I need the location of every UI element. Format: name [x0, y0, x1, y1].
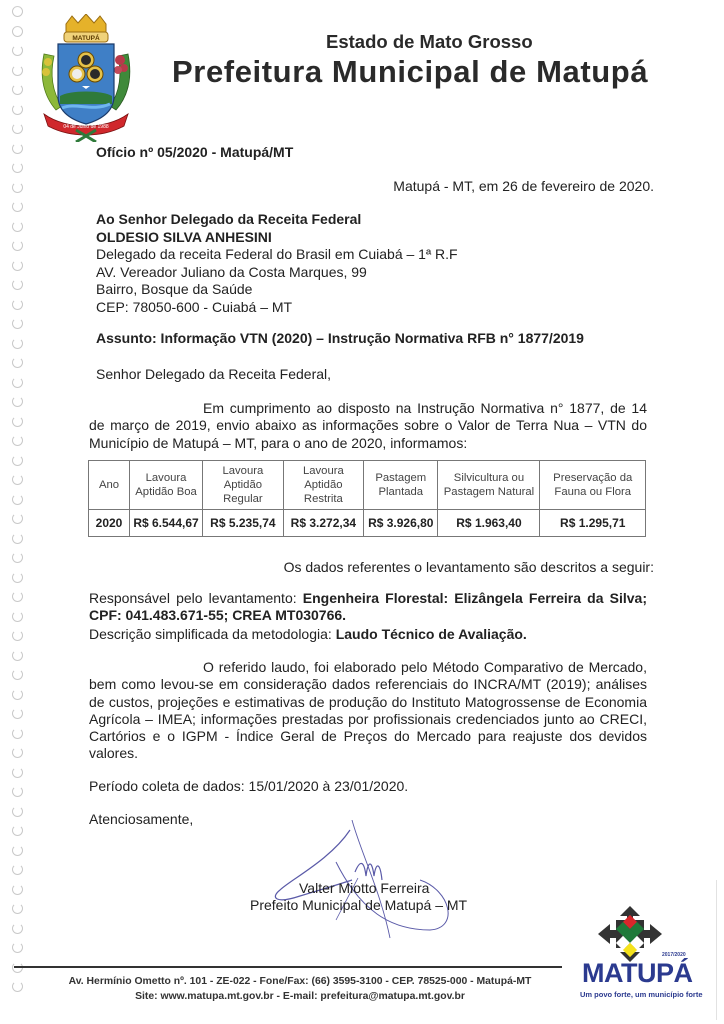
binder-hole	[12, 162, 23, 173]
closing: Atenciosamente,	[89, 811, 194, 827]
binder-hole	[12, 747, 23, 758]
vtn-cell-pastagem-plantada: R$ 3.926,80	[364, 510, 438, 537]
vtn-cell-ano: 2020	[89, 510, 130, 537]
binder-hole	[12, 123, 23, 134]
binder-hole	[12, 396, 23, 407]
method-paragraph-text: O referido laudo, foi elaborado pelo Método Comparativo de Mercado, bem como levou-se em consideração dados referenciais do INCRA/MT (2019); análises de custos, projeções e estimativas de produção do Instituto Matogrossense de Economia Agrícola – IMEA; informações prestadas por profissionais credenciados junto ao CRECI, Cartórios e o IGPM - Índice Geral de Preços do Mercado para reajuste dos devidos valores.	[89, 659, 647, 762]
recipient-cep: CEP: 78050-600 - Cuiabá – MT	[96, 298, 293, 315]
vtn-table-header-row	[89, 461, 646, 510]
binder-hole	[12, 845, 23, 856]
page-title: Prefeitura Municipal de Matupá	[172, 54, 649, 89]
vtn-header-pastagem-plantada: Pastagem Plantada	[364, 461, 438, 510]
binder-holes	[4, 0, 30, 1024]
footer-divider	[14, 966, 562, 968]
responsible-label: Responsável pelo levantamento:	[89, 590, 303, 606]
crest-ribbon-text: 04 de Julho de 1988	[63, 124, 109, 130]
binder-hole	[12, 240, 23, 251]
binder-hole	[12, 6, 23, 17]
binder-hole	[12, 338, 23, 349]
binder-hole	[12, 825, 23, 836]
vtn-cell-preservacao: R$ 1.295,71	[540, 510, 646, 537]
responsible-line	[89, 590, 647, 623]
binder-hole	[12, 864, 23, 875]
vtn-table	[88, 460, 646, 537]
binder-hole	[12, 474, 23, 485]
methodology-line	[89, 626, 527, 642]
recipient-street: AV. Vereador Juliano da Costa Marques, 99	[96, 263, 367, 280]
coat-of-arms-icon	[36, 14, 136, 142]
binder-hole	[12, 377, 23, 388]
brand-years: 2017/2020	[662, 952, 686, 958]
binder-hole	[12, 299, 23, 310]
binder-hole	[12, 279, 23, 290]
oficio-number: Ofício nº 05/2020 - Matupá/MT	[96, 144, 294, 160]
vtn-cell-lavoura-regular: R$ 5.235,74	[203, 510, 284, 537]
place-date: Matupá - MT, em 26 de fevereiro de 2020.	[393, 178, 654, 194]
data-intro: Os dados referentes o levantamento são descritos a seguir:	[283, 559, 654, 575]
binder-hole	[12, 591, 23, 602]
binder-hole	[12, 903, 23, 914]
binder-hole	[12, 669, 23, 680]
vtn-header-lavoura-boa: Lavoura Aptidão Boa	[130, 461, 203, 510]
recipient-block	[96, 211, 458, 316]
vtn-header-lavoura-regular: Lavoura Aptidão Regular	[203, 461, 284, 510]
binder-hole	[12, 435, 23, 446]
subject-line: Assunto: Informação VTN (2020) – Instrução Normativa RFB n° 1877/2019	[96, 330, 584, 346]
methodology-value: Laudo Técnico de Avaliação.	[335, 626, 527, 642]
recipient-name: OLDESIO SILVA ANHESINI	[96, 228, 272, 245]
binder-hole	[12, 45, 23, 56]
binder-hole	[12, 942, 23, 953]
binder-hole	[12, 650, 23, 661]
binder-hole	[12, 884, 23, 895]
vtn-cell-silvicultura: R$ 1.963,40	[438, 510, 540, 537]
binder-hole	[12, 806, 23, 817]
binder-hole	[12, 728, 23, 739]
binder-hole	[12, 689, 23, 700]
binder-hole	[12, 143, 23, 154]
binder-hole	[12, 201, 23, 212]
vtn-header-ano: Ano	[89, 461, 130, 510]
binder-hole	[12, 708, 23, 719]
binder-hole	[12, 455, 23, 466]
crest-crown-label: MATUPÁ	[72, 35, 100, 42]
binder-hole	[12, 357, 23, 368]
binder-hole	[12, 84, 23, 95]
salutation: Senhor Delegado da Receita Federal,	[96, 366, 332, 382]
binder-hole	[12, 611, 23, 622]
footer-contact: Site: www.matupa.mt.gov.br - E-mail: prefeitura@matupa.mt.gov.br	[135, 991, 465, 1002]
binder-hole	[12, 104, 23, 115]
binder-hole	[12, 26, 23, 37]
binder-hole	[12, 221, 23, 232]
binder-hole	[12, 630, 23, 641]
responsible-value: Engenheira Florestal: Elizângela Ferreira da Silva; CPF: 041.483.671-55; CREA MT030766.	[89, 590, 647, 623]
vtn-header-silvicultura: Silvicultura ou Pastagem Natural	[438, 461, 540, 510]
binder-hole	[12, 767, 23, 778]
method-paragraph	[89, 659, 647, 763]
binder-hole	[12, 533, 23, 544]
binder-hole	[12, 513, 23, 524]
signatory-name: Valter Miotto Ferreira	[299, 880, 430, 896]
binder-hole	[12, 786, 23, 797]
binder-hole	[12, 572, 23, 583]
collection-period: Período coleta de dados: 15/01/2020 à 23/01/2020.	[89, 778, 409, 794]
brand-slogan: Um povo forte, um município forte	[580, 990, 703, 999]
binder-hole	[12, 318, 23, 329]
binder-hole	[12, 65, 23, 76]
binder-hole	[12, 552, 23, 563]
vtn-cell-lavoura-restrita: R$ 3.272,34	[283, 510, 363, 537]
binder-hole	[12, 981, 23, 992]
page-edge	[716, 880, 717, 1020]
recipient-district: Bairro, Bosque da Saúde	[96, 281, 253, 297]
recipient-line1: Ao Senhor Delegado da Receita Federal	[96, 211, 362, 227]
intro-paragraph	[89, 400, 647, 452]
table-row	[89, 510, 646, 537]
vtn-header-lavoura-restrita: Lavoura Aptidão Restrita	[283, 461, 363, 510]
binder-hole	[12, 494, 23, 505]
footer	[30, 974, 570, 1004]
binder-hole	[12, 416, 23, 427]
vtn-header-preservacao: Preservação da Fauna ou Flora	[540, 461, 646, 510]
intro-paragraph-text: Em cumprimento ao disposto na Instrução Normativa n° 1877, de 14 de março de 2019, envio abaixo as informações sobre o Valor de Terra Nua – VTN do Município de Matupá – MT, para o ano de 2020, informamos:	[89, 400, 647, 451]
brand-wordmark: MATUPÁ	[582, 958, 693, 988]
recipient-role: Delegado da receita Federal do Brasil em Cuiabá – 1ª R.F	[96, 246, 458, 262]
binder-hole	[12, 182, 23, 193]
vtn-cell-lavoura-boa: R$ 6.544,67	[130, 510, 203, 537]
signatory-role: Prefeito Municipal de Matupá – MT	[250, 897, 468, 913]
methodology-label: Descrição simplificada da metodologia:	[89, 626, 336, 642]
binder-hole	[12, 260, 23, 271]
binder-hole	[12, 923, 23, 934]
state-name: Estado de Mato Grosso	[326, 31, 533, 52]
footer-address: Av. Hermínio Ometto nº. 101 - ZE-022 - Fone/Fax: (66) 3595-3100 - CEP. 78525-000 - Matupá-MT	[68, 976, 532, 987]
